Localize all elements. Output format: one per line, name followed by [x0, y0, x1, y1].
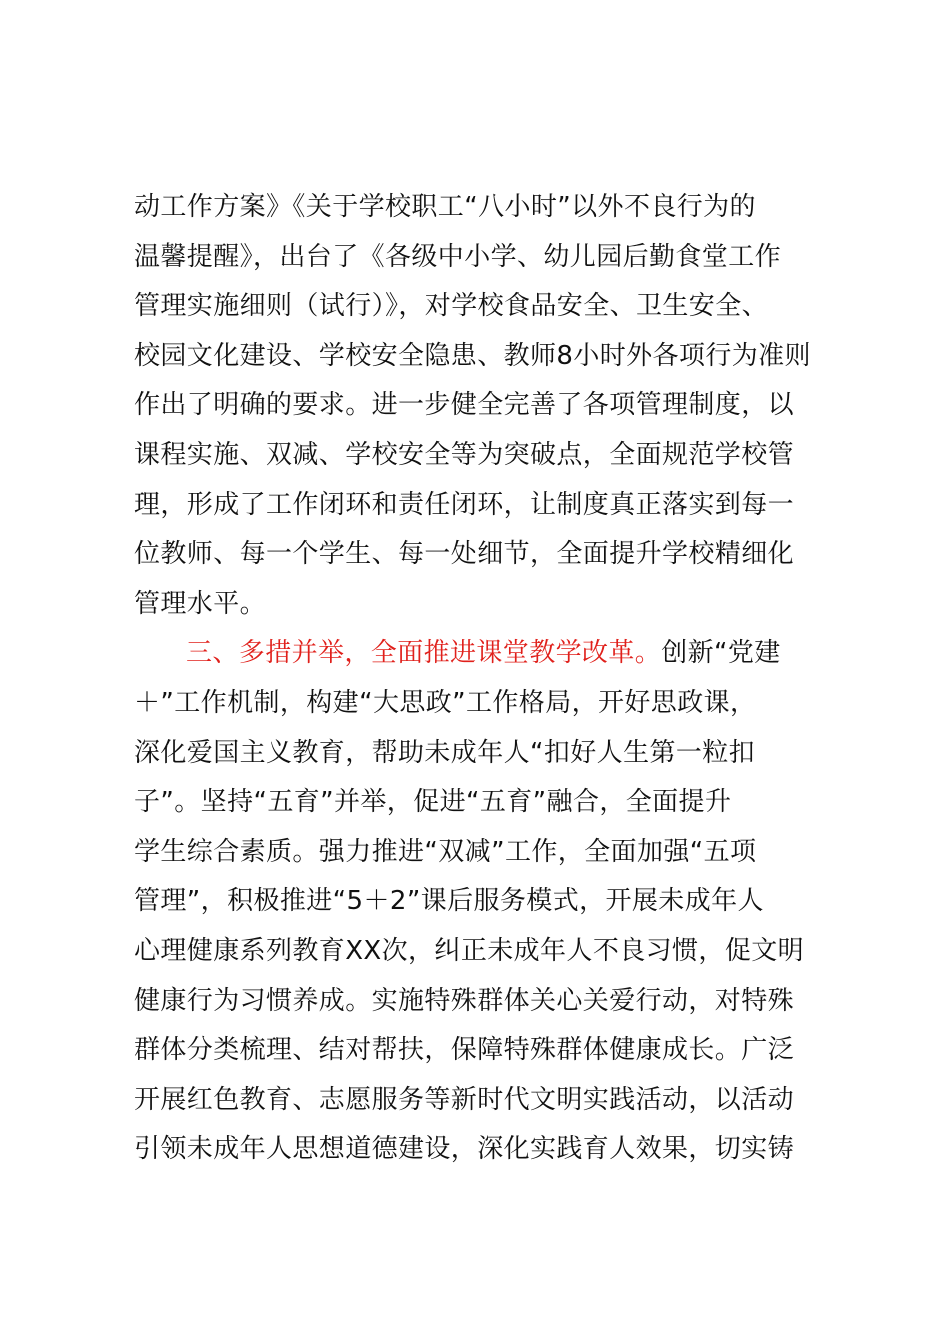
paragraph-line: 管理实施细则（试行）》，对学校食品安全、卫生安全、	[134, 291, 769, 322]
paragraph-line: 心理健康系列教育XX次，纠正未成年人不良习惯，促文明	[134, 935, 805, 966]
paragraph-line: 开展红色教育、志愿服务等新时代文明实践活动，以活动	[134, 1084, 795, 1115]
paragraph-line: 深化爱国主义教育，帮助未成年人“扣好人生第一粒扣	[134, 737, 756, 768]
paragraph-line: 管理水平。	[134, 588, 267, 619]
paragraph-line: 课程实施、双减、学校安全等为突破点，全面规范学校管	[134, 439, 795, 470]
paragraph-line: 作出了明确的要求。进一步健全完善了各项管理制度，以	[134, 390, 795, 421]
section-heading-line	[134, 629, 854, 679]
body-text	[134, 183, 854, 1175]
section-text: 创新“党建	[661, 638, 781, 669]
paragraph-line: ＋”工作机制，构建“大思政”工作格局，开好思政课，	[134, 687, 757, 718]
paragraph-line: 健康行为习惯养成。实施特殊群体关心关爱行动，对特殊	[134, 985, 795, 1016]
section-heading: 三、多措并举，全面推进课堂教学改革。	[186, 638, 662, 669]
paragraph-line: 动工作方案》《关于学校职工“八小时”以外不良行为的	[134, 192, 756, 222]
paragraph-line: 管理”，积极推进“5＋2”课后服务模式，开展未成年人	[134, 886, 764, 917]
paragraph-line: 位教师、每一个学生、每一处细节，全面提升学校精细化	[134, 539, 795, 570]
paragraph-line: 引领未成年人思想道德建设，深化实践育人效果，切实铸	[134, 1134, 795, 1165]
paragraph-line: 群体分类梳理、结对帮扶，保障特殊群体健康成长。广泛	[134, 1035, 795, 1066]
paragraph-line: 理，形成了工作闭环和责任闭环，让制度真正落实到每一	[134, 489, 795, 520]
paragraph-line: 子”。坚持“五育”并举，促进“五育”融合，全面提升	[134, 787, 732, 818]
paragraph-line: 校园文化建设、学校安全隐患、教师8小时外各项行为准则	[134, 340, 811, 371]
paragraph-line: 温馨提醒》，出台了《各级中小学、幼儿园后勤食堂工作	[134, 241, 782, 272]
paragraph-line: 学生综合素质。强力推进“双减”工作，全面加强“五项	[134, 836, 757, 867]
